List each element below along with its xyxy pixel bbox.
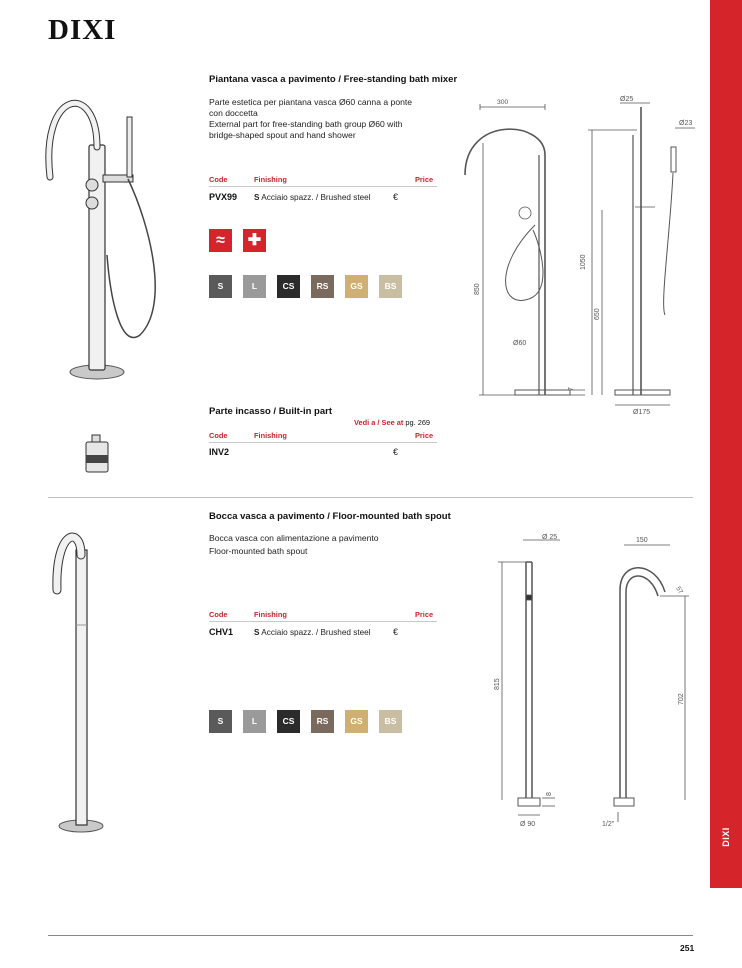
- footer-divider: [48, 935, 693, 936]
- divider: [209, 442, 437, 443]
- dim-300: 300: [497, 99, 509, 106]
- page-number: 251: [680, 943, 695, 953]
- finish-swatch-cs[interactable]: CS: [277, 710, 300, 733]
- finish-swatch-bs[interactable]: BS: [379, 710, 402, 733]
- mixer-technical-drawing: [455, 95, 700, 420]
- finishing-label: Finishing: [254, 610, 287, 619]
- product-code: PVX99: [209, 192, 238, 202]
- dim-702: 702: [678, 693, 685, 705]
- section-title: Piantana vasca a pavimento / Free-standing bath mixer: [209, 74, 458, 85]
- built-in-part-image: [82, 433, 112, 478]
- dim-650: 650: [594, 308, 601, 320]
- section-divider: [48, 497, 693, 498]
- section-title: Bocca vasca a pavimento / Floor-mounted bath spout: [209, 511, 451, 522]
- dim-diam175: Ø175: [633, 409, 651, 416]
- dim-850: 850: [474, 283, 481, 295]
- code-label: Code: [209, 610, 228, 619]
- finish-text: S Acciaio spazz. / Brushed steel: [254, 628, 371, 637]
- product-code: INV2: [209, 447, 230, 457]
- code-label: Code: [209, 175, 228, 184]
- swiss-cross-icon: ✚: [243, 229, 266, 252]
- spout-technical-drawing: [490, 530, 695, 835]
- finish-swatch-cs[interactable]: CS: [277, 275, 300, 298]
- side-tab-label: DIXI: [721, 827, 731, 847]
- finishing-label: Finishing: [254, 175, 287, 184]
- price-label: Price: [415, 610, 434, 619]
- finish-swatch-gs[interactable]: GS: [345, 275, 368, 298]
- finish-swatch-s[interactable]: S: [209, 710, 232, 733]
- finish-swatch-l[interactable]: L: [243, 275, 266, 298]
- code-label: Code: [209, 431, 228, 440]
- price-value: €: [393, 192, 399, 202]
- dim-diam25: Ø 25: [542, 534, 558, 541]
- description-it: Parte estetica per piantana vasca Ø60 canna a ponte con doccetta External part for free-standing bath group Ø60 with bridge-shaped spout and hand shower: [209, 97, 413, 140]
- dim-150: 150: [636, 537, 648, 544]
- finish-swatch-bs[interactable]: BS: [379, 275, 402, 298]
- finish-swatch-l[interactable]: L: [243, 710, 266, 733]
- price-label: Price: [415, 431, 434, 440]
- side-tab[interactable]: [710, 822, 742, 852]
- dim-diam23: Ø23: [679, 120, 693, 127]
- finish-text: S Acciaio spazz. / Brushed steel: [254, 193, 371, 202]
- price-label: Price: [415, 175, 434, 184]
- divider: [209, 186, 437, 187]
- dim-1050: 1050: [580, 254, 587, 270]
- dim-diam60: Ø60: [513, 340, 527, 347]
- finish-swatch-gs[interactable]: GS: [345, 710, 368, 733]
- dim-8: 8: [546, 792, 553, 796]
- price-value: €: [393, 447, 399, 457]
- dim-7: 7: [568, 387, 575, 391]
- finishing-label: Finishing: [254, 431, 287, 440]
- section-title: Parte incasso / Built-in part: [209, 406, 332, 417]
- product-code: CHV1: [209, 627, 234, 637]
- mixer-product-image: [40, 95, 175, 390]
- finish-swatch-rs[interactable]: RS: [311, 710, 334, 733]
- brand-logo: DIXI: [48, 14, 117, 46]
- finish-swatch-s[interactable]: S: [209, 275, 232, 298]
- dim-half-inch: 1/2": [602, 821, 615, 828]
- dim-815: 815: [494, 678, 501, 690]
- finish-swatch-rs[interactable]: RS: [311, 275, 334, 298]
- thermostat-waves-icon: ≈: [209, 229, 232, 252]
- divider: [209, 621, 437, 622]
- side-tab-bar: [710, 0, 742, 888]
- spout-product-image: [45, 530, 115, 840]
- price-value: €: [393, 627, 399, 637]
- dim-diam90: Ø 90: [520, 821, 536, 828]
- see-at-reference[interactable]: Vedi a / See at pg. 269: [354, 418, 431, 427]
- dim-angle: 57: [674, 585, 684, 596]
- description-it: Bocca vasca con alimentazione a pavimento Floor-mounted bath spout: [209, 533, 379, 556]
- dim-diam25: Ø25: [620, 96, 634, 103]
